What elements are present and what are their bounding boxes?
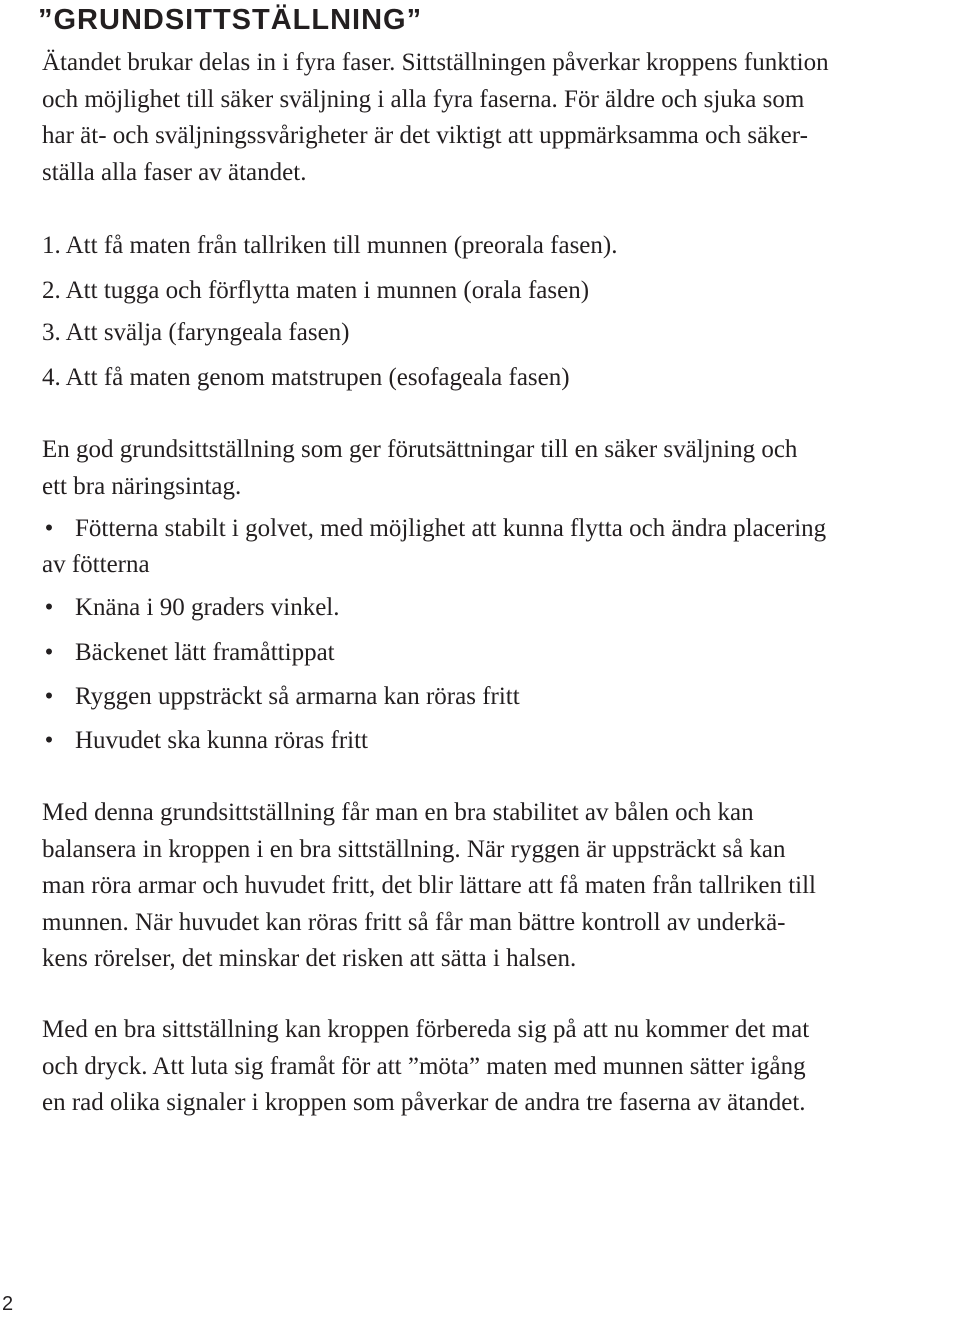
intro-paragraph (42, 45, 829, 191)
bullet-icon: • (44, 515, 54, 542)
bullet-item (42, 723, 368, 759)
bullet-icon: • (44, 594, 54, 621)
closing-line: Med en bra sittställning kan kroppen förbereda sig på att nu kommer det mat (42, 1016, 810, 1043)
bullet-text: Fötterna stabilt i golvet, med möjlighet att kunna flytta och ändra placering (75, 515, 827, 542)
stability-line: balansera in kroppen i en bra sittställning. När ryggen är uppsträckt så kan (42, 835, 786, 863)
closing-line: en rad olika signaler i kroppen som påverkar de andra tre faserna av ätandet. (42, 1089, 806, 1116)
bullet-text: Ryggen uppsträckt så armarna kan röras fritt (75, 683, 520, 710)
intro-line: ställa alla faser av ätandet. (42, 158, 307, 186)
posture-intro-line: En god grundsittställning som ger förutsättningar till en säker sväljning och (42, 436, 798, 463)
stability-line: man röra armar och huvudet fritt, det blir lättare att få maten från tallriken till (42, 872, 816, 899)
stability-paragraph (42, 795, 816, 978)
bullet-text: Bäckenet lätt framåttippat (75, 639, 335, 666)
bullet-icon: • (44, 727, 54, 754)
intro-line: och möjlighet till säker sväljning i alla fyra faserna. För äldre och sjuka som (42, 85, 805, 113)
stability-line: Med denna grundsittställning får man en bra stabilitet av bålen och kan (42, 799, 754, 826)
closing-line: och dryck. Att luta sig framåt för att ”möta” maten med munnen sätter igång (42, 1052, 806, 1080)
phase-item: 4. Att få maten genom matstrupen (esofageala fasen) (42, 364, 570, 391)
posture-intro-line: ett bra näringsintag. (42, 472, 242, 500)
stability-line: kens rörelser, det minskar det risken att sätta i halsen. (42, 945, 577, 972)
page-number: 2 (2, 1293, 14, 1315)
bullet-item (42, 635, 335, 671)
phase-item: 1. Att få maten från tallriken till munnen (preorala fasen). (42, 232, 618, 259)
intro-line: har ät- och sväljningssvårigheter är det viktigt att uppmärksamma och säker- (42, 122, 808, 149)
bullet-icon: • (44, 683, 54, 710)
section-heading: ”GRUNDSITTSTÄLLNING” (38, 4, 423, 36)
phase-item: 3. Att svälja (faryngeala fasen) (42, 319, 350, 346)
closing-paragraph (42, 1012, 809, 1122)
stability-line: munnen. När huvudet kan röras fritt så får man bättre kontroll av underkä- (42, 908, 786, 936)
bullet-icon: • (44, 639, 54, 666)
bullet-text: Huvudet ska kunna röras fritt (75, 727, 368, 754)
bullet-continuation: av fötterna (42, 551, 150, 578)
phase-item: 2. Att tugga och förflytta maten i munnen (orala fasen) (42, 277, 590, 304)
bullet-item (42, 679, 520, 715)
bullet-item (42, 590, 340, 626)
bullet-item (42, 511, 826, 583)
intro-line: Ätandet brukar delas in i fyra faser. Sittställningen påverkar kroppens funktion (42, 49, 829, 76)
bullet-text: Knäna i 90 graders vinkel. (75, 594, 340, 621)
posture-intro-paragraph (42, 432, 797, 505)
